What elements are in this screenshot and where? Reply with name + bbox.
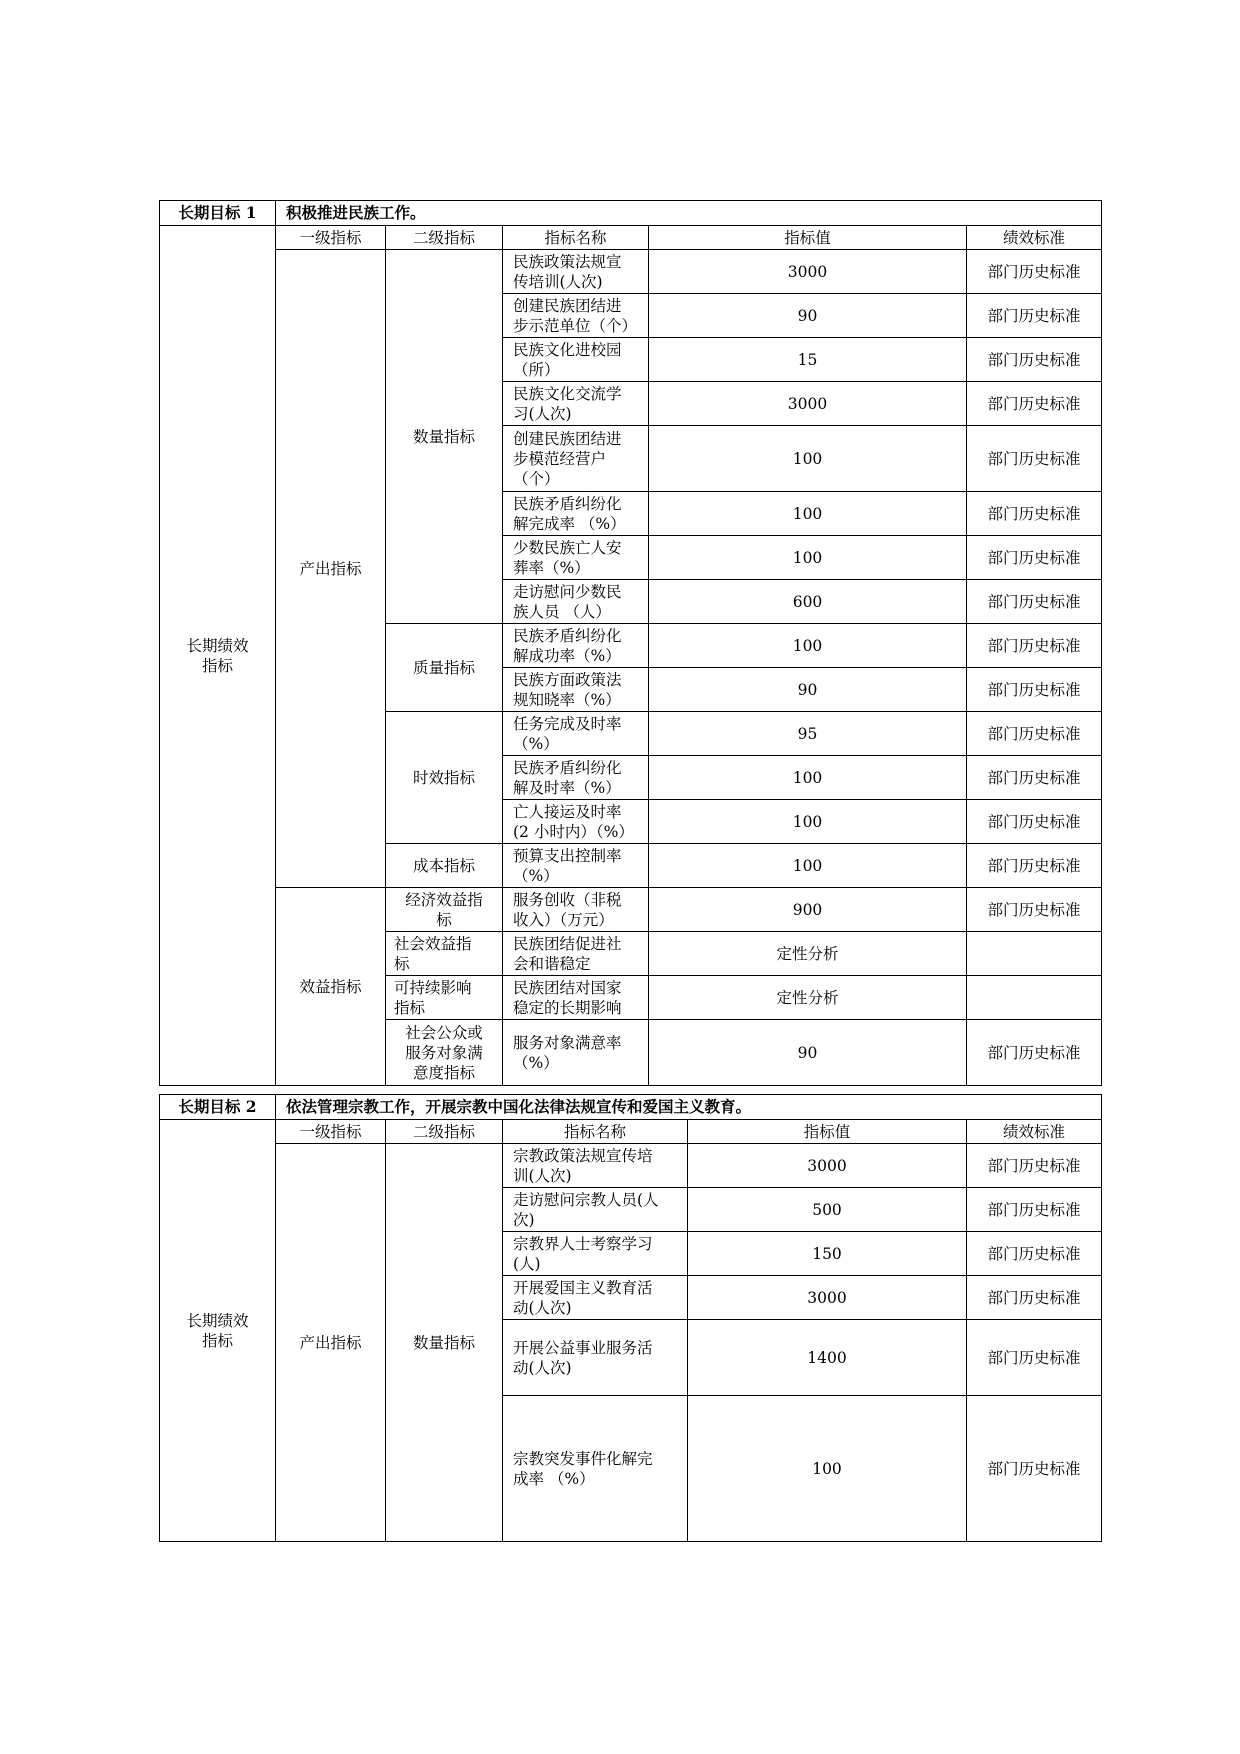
indicator-name: 民族矛盾纠纷化 解成功率（%）	[503, 624, 649, 668]
performance-standard: 部门历史标准	[967, 294, 1102, 338]
performance-standard: 部门历史标准	[967, 624, 1102, 668]
header-indicator-name: 指标名称	[503, 226, 649, 250]
goal2-text: 依法管理宗教工作，开展宗教中国化法律法规宣传和爱国主义教育。	[276, 1095, 1102, 1120]
level1-output: 产出指标	[276, 1144, 386, 1542]
header-indicator-name: 指标名称	[503, 1120, 688, 1144]
level2-satisfaction: 社会公众或 服务对象满 意度指标	[386, 1020, 503, 1086]
indicator-name: 宗教突发事件化解完 成率 （%）	[503, 1396, 688, 1542]
header-indicator-value: 指标值	[649, 226, 967, 250]
header-level1: 一级指标	[276, 226, 386, 250]
indicator-name: 民族文化交流学 习(人次)	[503, 382, 649, 426]
indicator-value: 100	[649, 624, 967, 668]
goal2-table	[159, 1094, 1102, 1542]
performance-standard: 部门历史标准	[967, 250, 1102, 294]
indicator-value: 3000	[688, 1144, 967, 1188]
indicator-name: 走访慰问宗教人员(人 次)	[503, 1188, 688, 1232]
indicator-value: 100	[649, 536, 967, 580]
indicator-value: 600	[649, 580, 967, 624]
level2-sustainable: 可持续影响 指标	[386, 976, 503, 1020]
performance-standard: 部门历史标准	[967, 1232, 1102, 1276]
indicator-name: 民族方面政策法 规知晓率（%）	[503, 668, 649, 712]
goal1-label: 长期目标 1	[160, 201, 276, 226]
indicator-value: 100	[649, 426, 967, 492]
performance-standard: 部门历史标准	[967, 382, 1102, 426]
indicator-name: 走访慰问少数民 族人员 （人）	[503, 580, 649, 624]
goal2-label: 长期目标 2	[160, 1095, 276, 1120]
performance-standard: 部门历史标准	[967, 844, 1102, 888]
performance-standard: 部门历史标准	[967, 580, 1102, 624]
indicator-value: 3000	[688, 1276, 967, 1320]
indicator-name: 任务完成及时率 （%）	[503, 712, 649, 756]
header-indicator-value: 指标值	[688, 1120, 967, 1144]
level2-economic: 经济效益指 标	[386, 888, 503, 932]
indicator-name: 民族文化进校园 （所）	[503, 338, 649, 382]
indicator-value: 900	[649, 888, 967, 932]
indicator-value: 90	[649, 668, 967, 712]
indicator-name: 服务对象满意率 （%）	[503, 1020, 649, 1086]
indicator-value: 100	[688, 1396, 967, 1542]
indicator-name: 民族矛盾纠纷化 解完成率 （%）	[503, 492, 649, 536]
goal1-text: 积极推进民族工作。	[276, 201, 1102, 226]
indicator-name: 民族矛盾纠纷化 解及时率（%）	[503, 756, 649, 800]
indicator-value: 100	[649, 844, 967, 888]
indicator-value: 100	[649, 756, 967, 800]
indicator-value: 3000	[649, 382, 967, 426]
indicator-name: 民族政策法规宣 传培训(人次)	[503, 250, 649, 294]
indicator-value: 90	[649, 1020, 967, 1086]
indicator-name: 亡人接运及时率 (2 小时内）（%）	[503, 800, 649, 844]
header-level2: 二级指标	[386, 1120, 503, 1144]
goal1-long-term-label: 长期绩效 指标	[160, 226, 276, 1086]
indicator-value: 100	[649, 800, 967, 844]
level1-benefit: 效益指标	[276, 888, 386, 1086]
level2-social: 社会效益指 标	[386, 932, 503, 976]
performance-standard: 部门历史标准	[967, 1020, 1102, 1086]
indicator-name: 少数民族亡人安 葬率（%）	[503, 536, 649, 580]
indicator-value: 95	[649, 712, 967, 756]
performance-standard: 部门历史标准	[967, 888, 1102, 932]
indicator-name: 服务创收（非税 收入）（万元）	[503, 888, 649, 932]
performance-standard: 部门历史标准	[967, 426, 1102, 492]
table-row	[160, 250, 1102, 294]
header-level2: 二级指标	[386, 226, 503, 250]
indicator-name: 宗教政策法规宣传培 训(人次)	[503, 1144, 688, 1188]
indicator-value: 3000	[649, 250, 967, 294]
indicator-name: 开展公益事业服务活 动(人次)	[503, 1320, 688, 1396]
indicator-name: 预算支出控制率 （%）	[503, 844, 649, 888]
performance-standard: 部门历史标准	[967, 1276, 1102, 1320]
indicator-value: 定性分析	[649, 976, 967, 1020]
goal2-long-term-label: 长期绩效 指标	[160, 1120, 276, 1542]
level2-timeliness: 时效指标	[386, 712, 503, 844]
goal1-table	[159, 200, 1102, 1086]
indicator-name: 开展爱国主义教育活 动(人次)	[503, 1276, 688, 1320]
indicator-value: 150	[688, 1232, 967, 1276]
indicator-value: 定性分析	[649, 932, 967, 976]
table-row	[160, 888, 1102, 932]
table-row	[160, 1144, 1102, 1188]
indicator-value: 500	[688, 1188, 967, 1232]
header-performance-standard: 绩效标准	[967, 226, 1102, 250]
indicator-name: 民族团结对国家 稳定的长期影响	[503, 976, 649, 1020]
level2-quantity: 数量指标	[386, 250, 503, 624]
performance-standard: 部门历史标准	[967, 668, 1102, 712]
level1-output: 产出指标	[276, 250, 386, 888]
performance-standard: 部门历史标准	[967, 536, 1102, 580]
performance-standard: 部门历史标准	[967, 712, 1102, 756]
header-level1: 一级指标	[276, 1120, 386, 1144]
indicator-name: 宗教界人士考察学习 (人)	[503, 1232, 688, 1276]
performance-standard: 部门历史标准	[967, 1396, 1102, 1542]
indicator-name: 创建民族团结进 步示范单位（个）	[503, 294, 649, 338]
header-performance-standard: 绩效标准	[967, 1120, 1102, 1144]
indicator-value: 1400	[688, 1320, 967, 1396]
level2-cost: 成本指标	[386, 844, 503, 888]
performance-standard: 部门历史标准	[967, 1144, 1102, 1188]
indicator-name: 民族团结促进社 会和谐稳定	[503, 932, 649, 976]
indicator-value: 15	[649, 338, 967, 382]
performance-standard: 部门历史标准	[967, 338, 1102, 382]
performance-standard: 部门历史标准	[967, 1188, 1102, 1232]
performance-standard: 部门历史标准	[967, 1320, 1102, 1396]
performance-standard: 部门历史标准	[967, 492, 1102, 536]
performance-standard: 部门历史标准	[967, 756, 1102, 800]
performance-standard: 部门历史标准	[967, 800, 1102, 844]
indicator-value: 100	[649, 492, 967, 536]
level2-quality: 质量指标	[386, 624, 503, 712]
performance-standard	[967, 932, 1102, 976]
indicator-name: 创建民族团结进 步模范经营户 （个）	[503, 426, 649, 492]
indicator-value: 90	[649, 294, 967, 338]
performance-standard	[967, 976, 1102, 1020]
level2-quantity: 数量指标	[386, 1144, 503, 1542]
